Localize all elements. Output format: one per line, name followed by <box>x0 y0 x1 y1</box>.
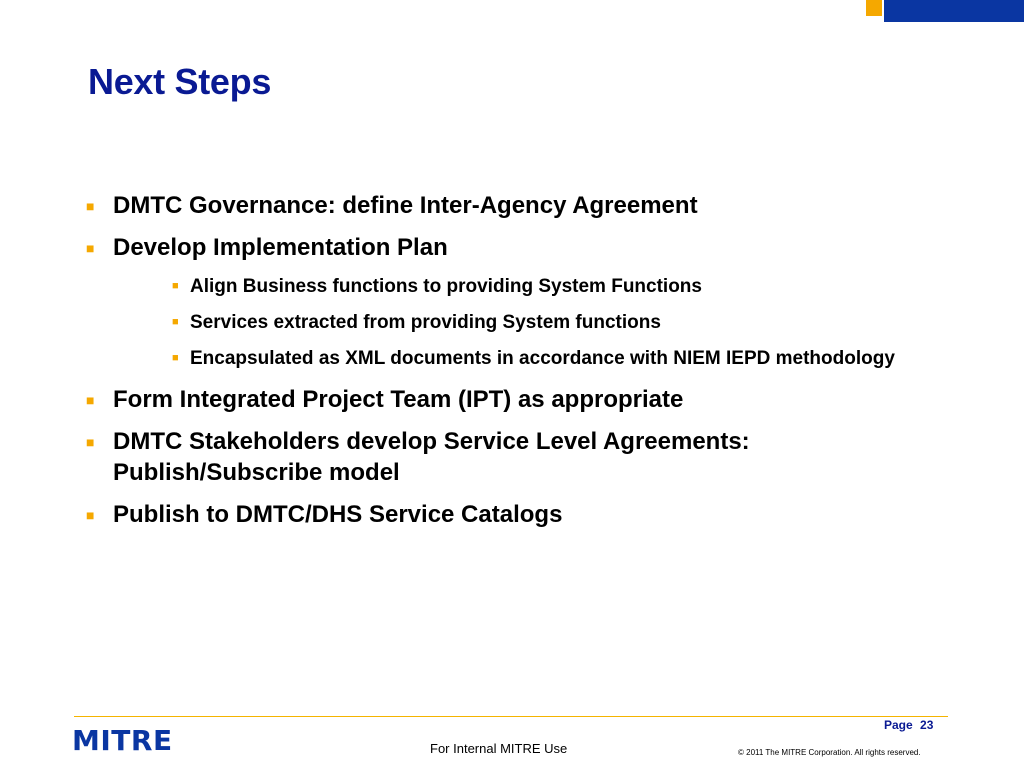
slide-title: Next Steps <box>88 61 272 102</box>
page-indicator <box>880 718 933 732</box>
bullet-item <box>86 384 946 415</box>
sub-bullet-square-icon: ■ <box>172 280 179 292</box>
sub-bullet-item <box>172 310 946 335</box>
bullet-square-icon: ■ <box>86 434 95 450</box>
bullet-item <box>86 190 946 221</box>
bullet-square-icon: ■ <box>86 240 95 256</box>
bullet-text: Publish to DMTC/DHS Service Catalogs <box>113 501 563 528</box>
sub-bullet-text: Align Business functions to providing System Functions <box>190 276 702 297</box>
bullet-text: DMTC Governance: define Inter-Agency Agreement <box>113 192 698 219</box>
sub-bullet-text: Encapsulated as XML documents in accordance with NIEM IEPD methodology <box>190 348 895 369</box>
sub-bullet-text: Services extracted from providing System functions <box>190 312 661 333</box>
mitre-logo: MITRE <box>72 724 173 757</box>
corner-accent-blue <box>884 0 1024 22</box>
bullet-text: Form Integrated Project Team (IPT) as appropriate <box>113 386 684 413</box>
bullet-text: Develop Implementation Plan <box>113 234 448 261</box>
bullet-square-icon: ■ <box>86 198 95 214</box>
bullet-square-icon: ■ <box>86 392 95 408</box>
footer-divider <box>74 716 948 717</box>
bullet-square-icon: ■ <box>86 507 95 523</box>
bullet-list <box>86 190 946 541</box>
page-number: 23 <box>920 718 934 732</box>
sub-bullet-square-icon: ■ <box>172 352 179 364</box>
internal-use-notice: For Internal MITRE Use <box>430 741 568 756</box>
copyright-notice: © 2011 The MITRE Corporation. All rights reserved. <box>738 748 921 757</box>
bullet-item <box>86 426 946 488</box>
sub-bullet-item <box>172 274 946 299</box>
bullet-item <box>86 232 946 263</box>
bullet-item <box>86 499 946 530</box>
sub-bullet-item <box>172 346 946 371</box>
bullet-text: DMTC Stakeholders develop Service Level Agreements: Publish/Subscribe model <box>113 428 750 486</box>
sub-bullet-square-icon: ■ <box>172 316 179 328</box>
page-label: Page <box>884 718 913 732</box>
corner-accent-orange <box>866 0 882 16</box>
